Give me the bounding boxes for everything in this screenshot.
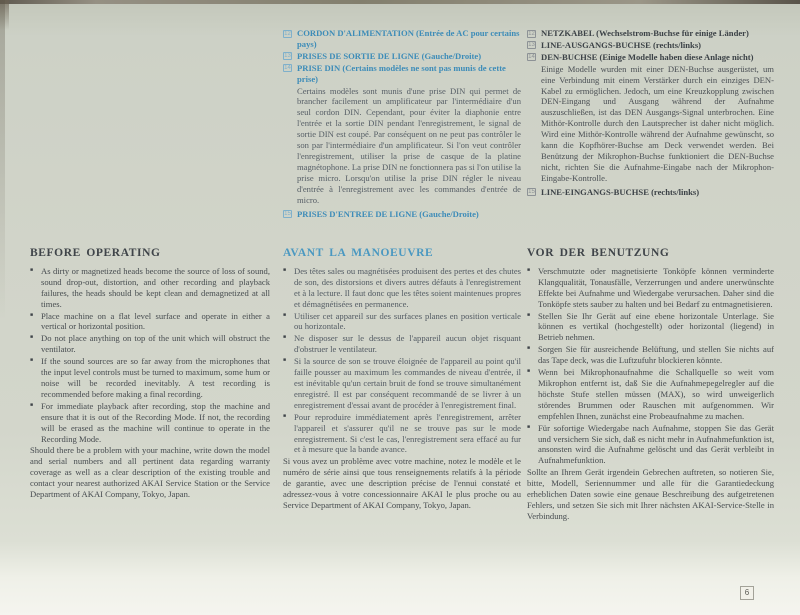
list-item <box>283 51 521 62</box>
bullet-item <box>527 311 774 344</box>
bullet-item <box>283 266 521 310</box>
section-heading: BEFORE OPERATING <box>30 247 161 259</box>
service-note: Si vous avez un problème avec votre machine, notez le modèle et le numéro de série ainsi que tous renseignements relatifs à la période de garantie, avec une description précise de l'ennui constaté et adressez-vous à votre concessionnaire AKAI le plus proche ou au Service Department of AKAI Company, Tokyo, Japan. <box>283 456 521 510</box>
connections-list-german <box>527 28 774 199</box>
bullet-icon <box>30 358 36 363</box>
item-number-badge: 14 <box>284 65 291 72</box>
bullet-text: If the sound sources are so far away from the microphones that the input level controls must be turned to maximum, some hum or noise will be recorded inevitably. A test recording is recommended before making a final recording. <box>41 356 270 399</box>
bullet-text: Für sofortige Wiedergabe nach Aufnahme, stoppen Sie das Gerät und versichern Sie sich, daß es nicht mehr in Aufnahmefunktion ist, ansonsten wird die Aufnahme gelöscht und das Gerät verbleibt in Aufnahmefunktion. <box>538 422 774 466</box>
bullet-text: Verschmutzte oder magnetisierte Tonköpfe können verminderte Klangqualität, Tonausfälle, Verzerrungen und andere unerwünschte Effekte bei Aufnahme und Wiedergabe verursachen. Daher sind die Tonköpfe stets sauber zu halten und bei Bedarf zu entmagnetisieren. <box>538 265 774 309</box>
bullet-icon <box>527 313 533 318</box>
bullet-item <box>30 356 270 400</box>
bullet-text: Ne disposer sur le dessus de l'appareil aucun objet risquant d'obstruer le ventilateur. <box>294 333 521 355</box>
bullet-icon <box>30 403 36 408</box>
bullet-text: Utiliser cet appareil sur des surfaces planes en position verticale ou horizontale. <box>294 310 521 332</box>
page-number: 6 <box>740 586 754 600</box>
item-number-badge: 15 <box>528 189 535 196</box>
bullet-icon <box>283 414 289 419</box>
bullet-icon <box>283 358 289 363</box>
bullet-item <box>527 344 774 366</box>
scan-edge-left <box>0 0 5 320</box>
bullet-icon <box>30 335 36 340</box>
bullet-item <box>30 401 270 445</box>
list-item <box>527 187 774 198</box>
bullet-text: Do not place anything on top of the unit which will obstruct the ventilator. <box>41 333 270 355</box>
connections-list-french <box>283 28 521 220</box>
bullet-item <box>283 356 521 411</box>
bullet-item <box>30 266 270 310</box>
section-vor-der-benutzung <box>527 248 774 522</box>
bullet-icon <box>30 313 36 318</box>
list-item <box>527 28 774 39</box>
item-title: LINE-AUSGANGS-BUCHSE (rechts/links) <box>541 39 702 50</box>
bullet-item <box>527 367 774 422</box>
bullet-item <box>30 333 270 355</box>
bullet-icon <box>283 313 289 318</box>
item-title: LINE-EINGANGS-BUCHSE (rechts/links) <box>541 186 700 197</box>
item-body: Einige Modelle wurden mit einer DEN-Buchse ausgerüstet, um eine Verbindung mit einem Verstärker durch ein einziges DEN-Kabel zu ermöglichen. Jedoch, um eine Kreuzkopplung zwischen DEN-Eingang und Ausgang während der Aufnahme auszuschließen, ist das DEN Ausgangs-Signal unterbrochen. Eine Mithör-Kontrolle durch den Lautsprecher ist daher nicht möglich. Wird eine Mithör-Kontrolle während der Aufnahme gewünscht, so kann die Kopfhörer-Buchse am Deck verwendet werden. Bei Benützung der Mikrophon-Buchse funktioniert die DEN-Buchse nicht, richten Sie die Aufnahme-Eingabe nach der Mikrophon-Eingabe-Kontrolle. <box>541 63 774 183</box>
list-item <box>527 52 774 186</box>
item-number-badge: 12 <box>284 30 291 37</box>
section-avant-la-manoeuvre <box>283 248 521 511</box>
list-item <box>283 209 521 220</box>
bullet-text: Si la source de son se trouve éloignée de l'appareil au point qu'il faille pousser au maximum les commandes de niveau d'entrée, il est inévitable qu'un certain bruit de fond se trouve simultanément enregistré. Il est par conséquent recommandé de se livrer à un enregistrement d'essai avant de procéder à l'enregistrement final. <box>294 356 521 410</box>
list-item <box>283 28 521 50</box>
bullet-icon <box>527 346 533 351</box>
item-title: CORDON D'ALIMENTATION (Entrée de AC pour certains pays) <box>297 28 520 49</box>
item-title: PRISE DIN (Certains modèles ne sont pas munis de cette prise) <box>297 62 506 84</box>
bullet-text: Wenn bei Mikrophonaufnahme die Schallquelle so weit vom Mikrophon entfernt ist, daß Sie die Aufnahmepegelregler auf die höchste Stufe stellen müssen (MAX), so wird unweigerlich störendes Brummen oder Rauschen mit aufgenommen. Wir empfehlen Ihnen, zunächst eine Probeaufnahme zu machen. <box>538 367 774 421</box>
bullet-text: As dirty or magnetized heads become the source of loss of sound, sound drop-out, distortion, and other recording and playback failures, the heads should be kept clean and demagnetized at all times. <box>41 265 270 309</box>
section-before-operating <box>30 248 270 500</box>
bullet-item <box>283 333 521 355</box>
bullet-item <box>527 266 774 310</box>
scan-edge-top <box>0 0 800 4</box>
bullet-text: Pour reproduire immédiatement après l'enregistrement, arrêter l'appareil et s'assurer qu'il ne se trouve pas sur le mode enregistrement. Si c'est le cas, l'enregistrement sera effacé au fur et à mesure que la bande avance. <box>294 411 521 455</box>
item-number-badge: 13 <box>528 42 535 49</box>
item-title: PRISES DE SORTIE DE LIGNE (Gauche/Droite) <box>297 50 482 61</box>
service-note: Sollte an Ihrem Gerät irgendein Gebrechen auftreten, so notieren Sie, bitte, Modell, Seriennummer und alle für die Garantiedeckung erheblichen Daten sowie eine genaue Beschreibung des aufgetretenen Fehlers, und setzen Sie sich mit Ihrer nächsten AKAI-Service-Stelle in Verbindung. <box>527 467 774 521</box>
bullet-item <box>283 311 521 333</box>
item-title: NETZKABEL (Wechselstrom-Buchse für einige Länder) <box>541 28 749 38</box>
item-title: PRISES D'ENTREE DE LIGNE (Gauche/Droite) <box>297 208 479 219</box>
section-heading: VOR DER BENUTZUNG <box>527 247 670 259</box>
item-number-badge: 13 <box>284 53 291 60</box>
bullet-text: Place machine on a flat level surface and operate in either a vertical or horizontal position. <box>41 310 270 332</box>
bullet-item <box>527 423 774 467</box>
item-title: DEN-BUCHSE (Einige Modelle haben diese Anlage nicht) <box>541 51 754 62</box>
bullet-text: Sorgen Sie für ausreichende Belüftung, und stellen Sie nichts auf das Tape deck, was die Luftzufuhr blockieren könnte. <box>538 344 774 366</box>
bullet-icon <box>30 268 36 273</box>
bullet-text: Stellen Sie Ihr Gerät auf eine ebene horizontale Unterlage. Sie können es vertikal (hochgestellt) oder horizontal (liegend) in Betrieb nehmen. <box>538 310 774 343</box>
list-item <box>527 40 774 51</box>
item-body: Certains modèles sont munis d'une prise DIN qui permet de brancher facilement un amplificateur par l'intermédiaire d'un seul cordon DIN. Cependant, pour éviter la diaphonie entre l'entrée et la sortie DIN pendant l'enregistrement, le signal de sortie DIN est coupé. Par conséquent on ne peut pas contrôler le son par l'intermédiaire d'un amplificateur. Si l'on veut contrôler l'enregistrement, utiliser la prise de casque de la platine magnétophone. La prise DIN ne fonctionnera pas si l'on utilise la prise micro. Lorsqu'on utilise la prise DIN régler le niveau d'entrée à l'enregistrement avec les commandes d'entrée de micro. <box>297 85 521 205</box>
bullet-text: Des têtes sales ou magnétisées produisent des pertes et des chutes de son, des distorsions et divers autres défauts à l'enregistrement et à la lecture. Il faut donc que les têtes soient maintenues propres et démagnétisées en permanence. <box>294 265 521 309</box>
bullet-text: For immediate playback after recording, stop the machine and ensure that it is out of the Recording Mode. If not, the recording will be erased as the machine will continue to operate in the Recording Mode. <box>41 400 270 444</box>
bullet-item <box>283 412 521 456</box>
item-number-badge: 15 <box>284 211 291 217</box>
list-item <box>283 63 521 208</box>
service-note: Should there be a problem with your machine, write down the model and serial numbers and all pertinent data regarding warranty coverage as well as a clear description of the existing trouble and contact your nearest authorized AKAI Service Station or the Service Department of AKAI Company, Tokyo, Japan. <box>30 445 270 500</box>
item-number-badge: 12 <box>528 30 535 37</box>
bullet-icon <box>283 335 289 340</box>
item-number-badge: 14 <box>528 54 535 61</box>
section-heading: AVANT LA MANOEUVRE <box>283 247 434 259</box>
bullet-icon <box>527 369 533 374</box>
bullet-icon <box>527 425 533 430</box>
bullet-icon <box>283 268 289 273</box>
bullet-icon <box>527 268 533 273</box>
bullet-item <box>30 311 270 333</box>
